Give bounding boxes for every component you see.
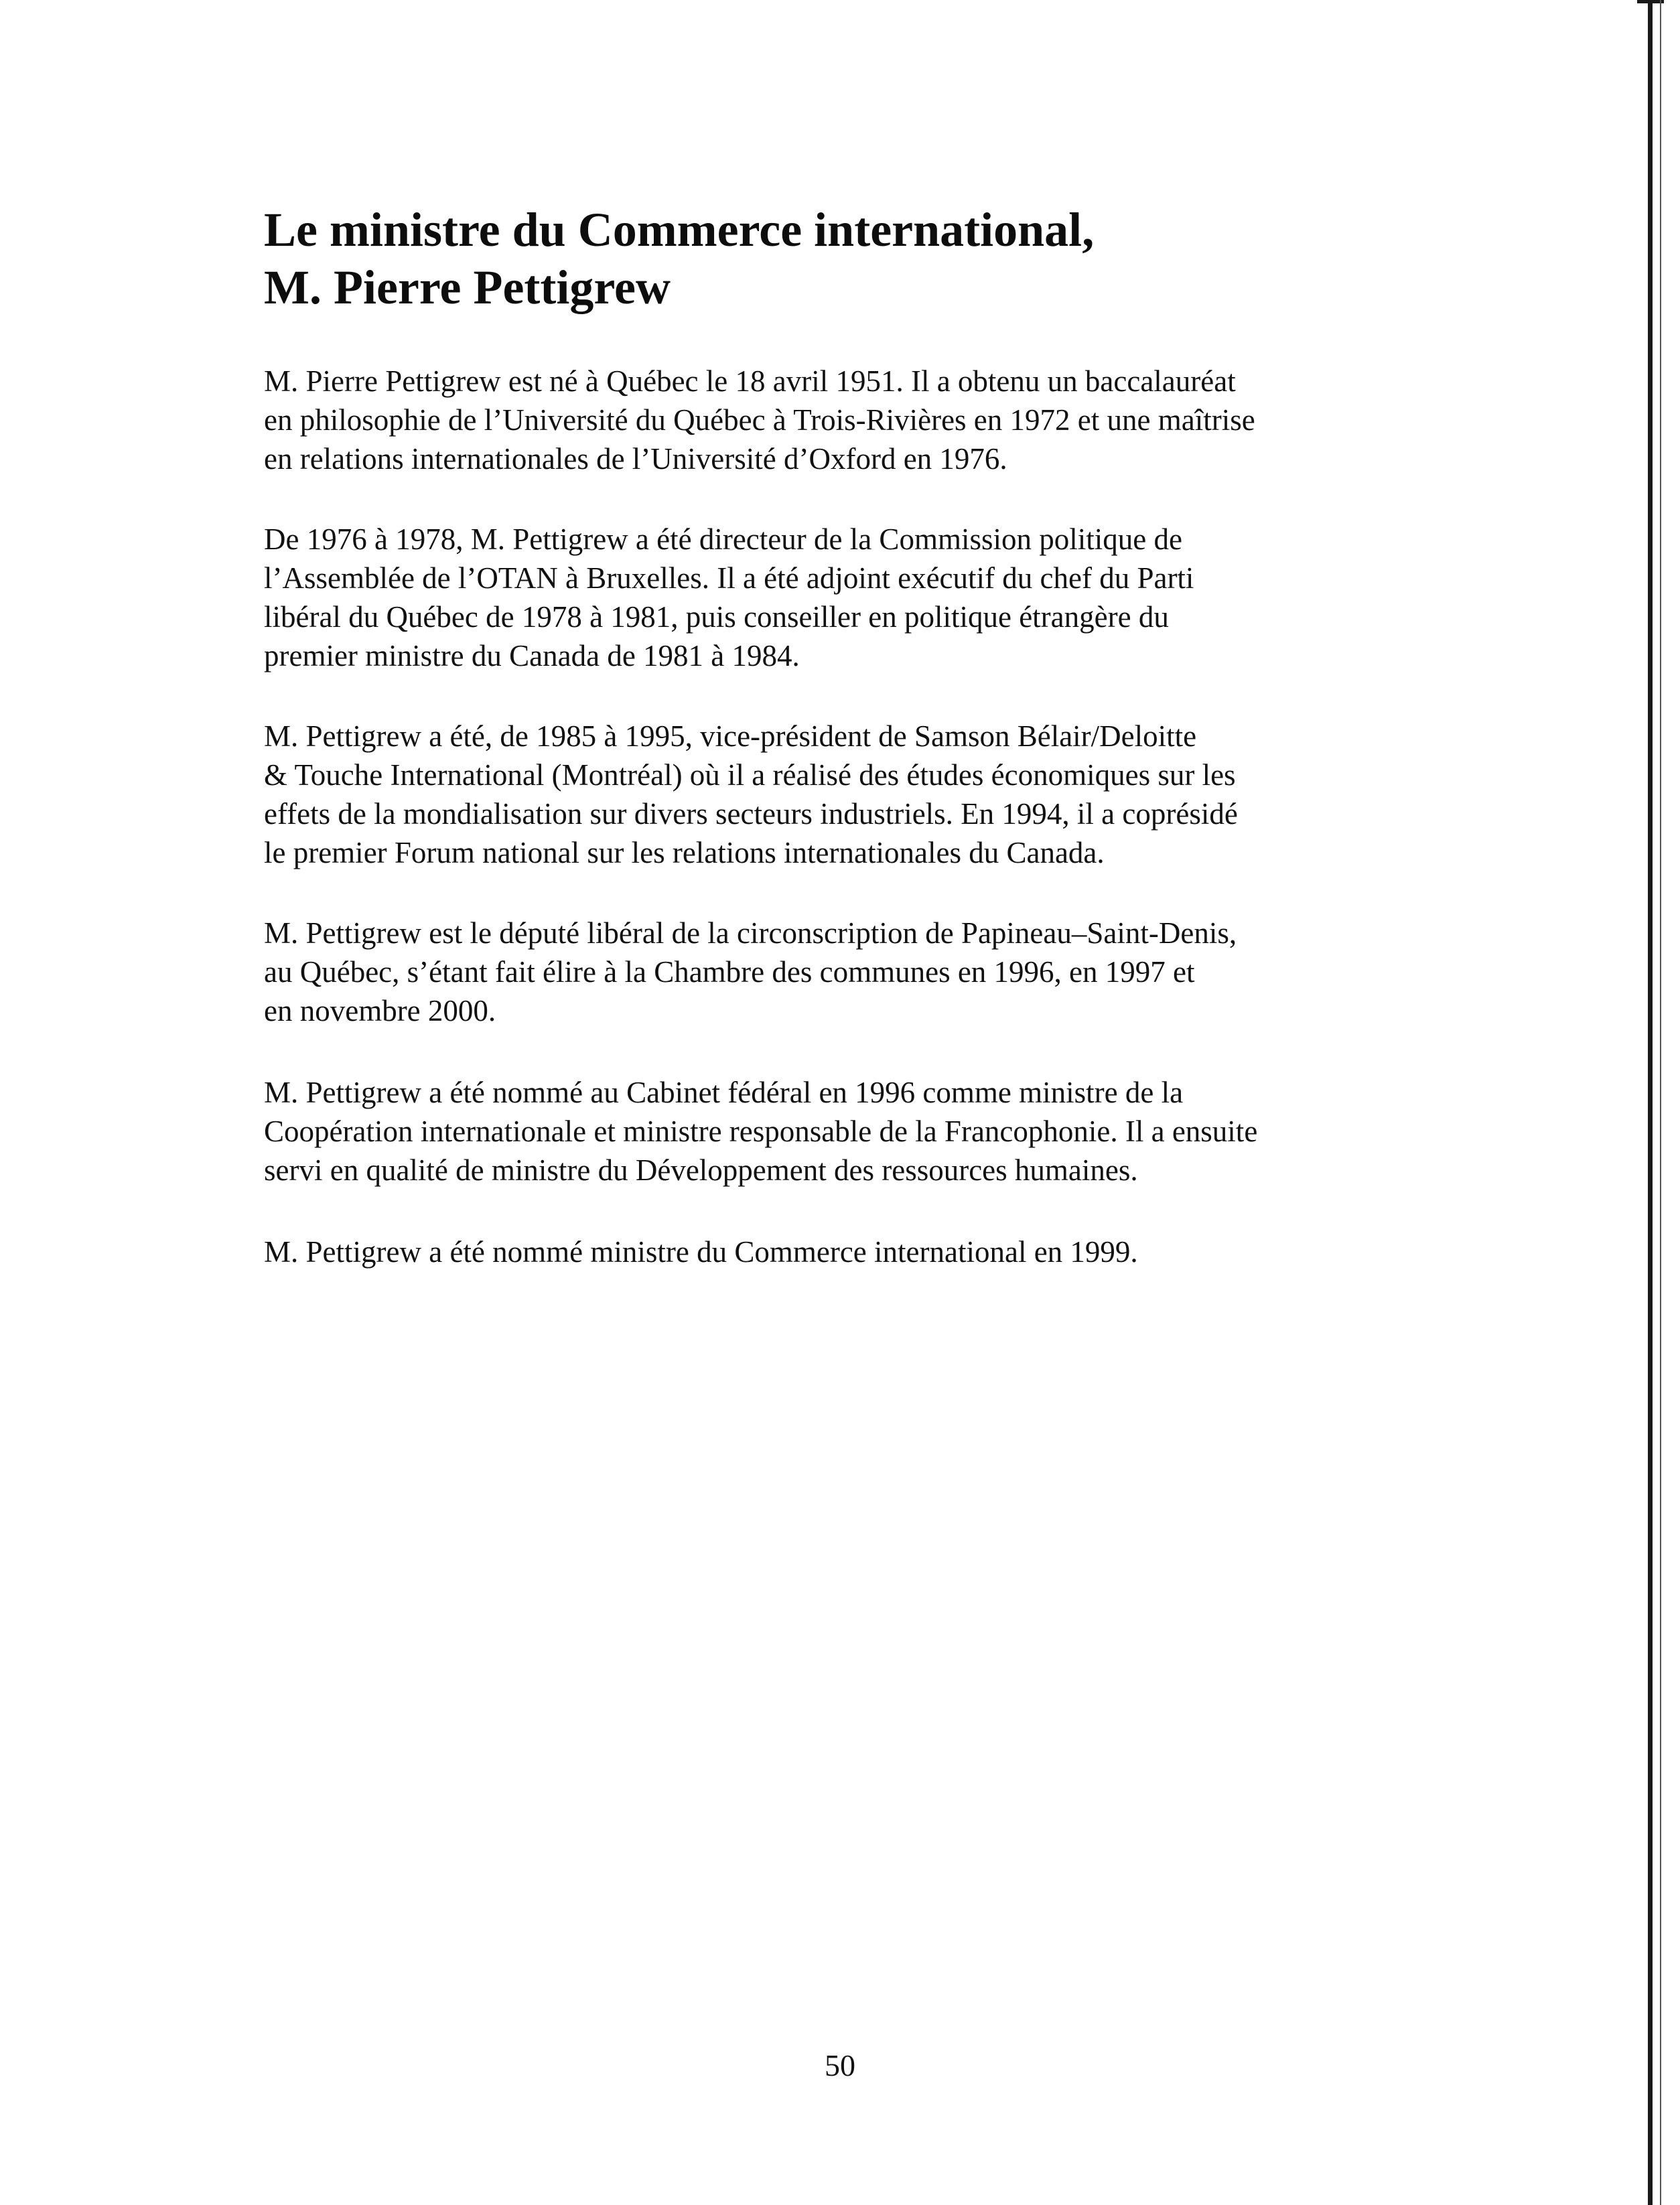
paragraph-early-career (264, 520, 1470, 675)
text-line: M. Pierre Pettigrew est né à Québec le 18 avril 1951. Il a obtenu un baccalauréat (264, 364, 1236, 398)
text-line: servi en qualité de ministre du Développement des ressources humaines. (264, 1153, 1138, 1187)
paragraph-birth-education (264, 362, 1470, 478)
title-line: M. Pierre Pettigrew (264, 261, 671, 314)
text-line: M. Pettigrew est le député libéral de la circonscription de Papineau–Saint-Denis, (264, 916, 1237, 950)
paragraph-elected-office (264, 914, 1470, 1030)
text-line: M. Pettigrew a été, de 1985 à 1995, vice-président de Samson Bélair/Deloitte (264, 719, 1197, 753)
text-line: en novembre 2000. (264, 994, 496, 1027)
text-line: Coopération internationale et ministre responsable de la Francophonie. Il a ensuite (264, 1115, 1258, 1148)
text-line: en philosophie de l’Université du Québec à Trois-Rivières en 1972 et une maîtrise (264, 403, 1255, 437)
text-line: premier ministre du Canada de 1981 à 1984. (264, 639, 800, 672)
paragraph-trade-minister (264, 1232, 1470, 1271)
text-line: libéral du Québec de 1978 à 1981, puis conseiller en politique étrangère du (264, 600, 1169, 634)
paragraph-cabinet (264, 1073, 1470, 1190)
text-line: en relations internationales de l’Université d’Oxford en 1976. (264, 442, 1007, 476)
binding-edge-line (1660, 0, 1661, 2205)
text-line: M. Pettigrew a été nommé ministre du Commerce international en 1999. (264, 1235, 1138, 1269)
title-line: Le ministre du Commerce international, (264, 203, 1095, 257)
text-line: & Touche International (Montréal) où il a réalisé des études économiques sur les (264, 758, 1236, 792)
text-line: le premier Forum national sur les relations internationales du Canada. (264, 836, 1105, 869)
text-line: effets de la mondialisation sur divers secteurs industriels. En 1994, il a coprésidé (264, 797, 1238, 831)
text-line: M. Pettigrew a été nommé au Cabinet fédéral en 1996 comme ministre de la (264, 1076, 1184, 1109)
paragraph-private-sector (264, 717, 1470, 872)
page-number: 50 (825, 2048, 855, 2082)
text-line: l’Assemblée de l’OTAN à Bruxelles. Il a été adjoint exécutif du chef du Parti (264, 561, 1194, 595)
text-line: De 1976 à 1978, M. Pettigrew a été directeur de la Commission politique de (264, 522, 1182, 556)
page-title (264, 201, 1470, 316)
text-line: au Québec, s’étant fait élire à la Chambre des communes en 1996, en 1997 et (264, 955, 1195, 989)
binding-edge (1648, 0, 1653, 2205)
